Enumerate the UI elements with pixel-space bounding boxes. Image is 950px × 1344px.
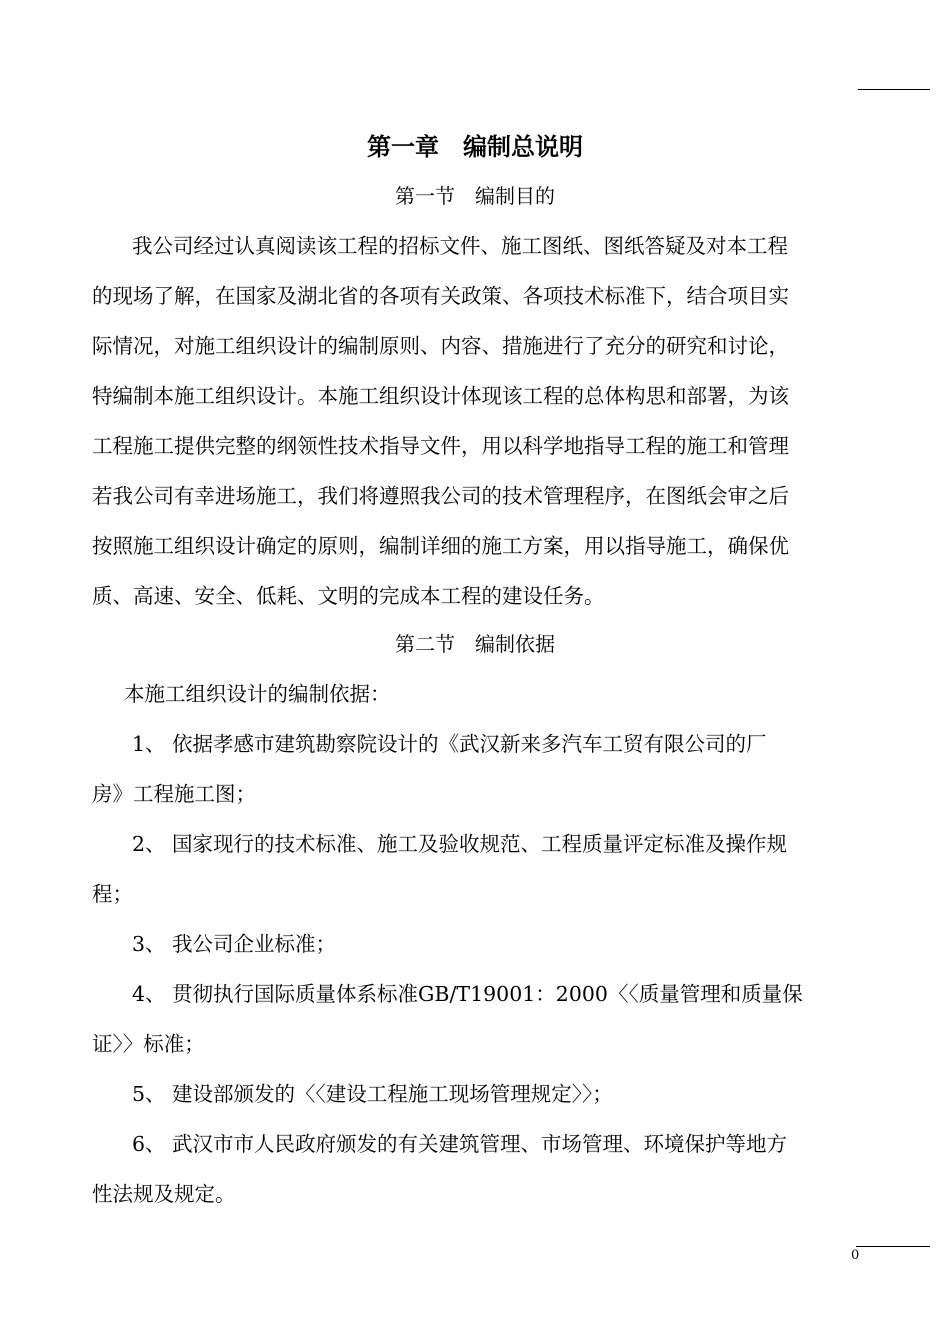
- paragraph-line: 我公司经过认真阅读该工程的招标文件、施工图纸、图纸答疑及对本工程: [132, 234, 788, 258]
- list-item: 4、 贯彻执行国际质量体系标准GB/T19001：2000〈〈质量管理和质量保: [132, 982, 803, 1006]
- section-body-purpose: [92, 221, 862, 621]
- list-item-continuation: 证〉〉标准；: [92, 1032, 205, 1056]
- section-title-basis: 第二节 编制依据: [395, 632, 555, 656]
- section-title-purpose: 第一节 编制目的: [395, 184, 555, 208]
- paragraph-line: 按照施工组织设计确定的原则，编制详细的施工方案，用以指导施工，确保优: [92, 534, 789, 558]
- paragraph-line: 际情况，对施工组织设计的编制原则、内容、措施进行了充分的研究和讨论，: [92, 334, 789, 358]
- page-number: 0: [851, 1248, 860, 1263]
- list-item: 1、 依据孝感市建筑勘察院设计的《武汉新来多汽车工贸有限公司的厂: [132, 732, 767, 756]
- list-item: 5、 建设部颁发的〈〈建设工程施工现场管理规定〉〉；: [132, 1082, 613, 1106]
- paragraph-line: 质、高速、安全、低耗、文明的完成本工程的建设任务。: [92, 584, 605, 608]
- list-item: 2、 国家现行的技术标准、施工及验收规范、工程质量评定标准及操作规: [132, 832, 788, 856]
- header-rule: [858, 89, 930, 90]
- section-body-basis: [92, 669, 862, 1219]
- paragraph-line: 工程施工提供完整的纲领性技术指导文件，用以科学地指导工程的施工和管理: [92, 434, 789, 458]
- paragraph-line: 的现场了解，在国家及湖北省的各项有关政策、各项技术标准下，结合项目实: [92, 284, 789, 308]
- footer-rule: [856, 1246, 930, 1247]
- basis-intro: 本施工组织设计的编制依据：: [124, 682, 391, 706]
- list-item: 3、 我公司企业标准；: [132, 932, 337, 956]
- paragraph-line: 若我公司有幸进场施工，我们将遵照我公司的技术管理程序，在图纸会审之后: [92, 484, 789, 508]
- list-item-continuation: 程；: [92, 882, 133, 906]
- chapter-title: 第一章 编制总说明: [367, 132, 583, 161]
- list-item: 6、 武汉市市人民政府颁发的有关建筑管理、市场管理、环境保护等地方: [132, 1132, 788, 1156]
- list-item-continuation: 房》工程施工图；: [92, 782, 256, 806]
- paragraph-line: 特编制本施工组织设计。本施工组织设计体现该工程的总体构思和部署，为该: [92, 384, 789, 408]
- list-item-continuation: 性法规及规定。: [92, 1182, 236, 1206]
